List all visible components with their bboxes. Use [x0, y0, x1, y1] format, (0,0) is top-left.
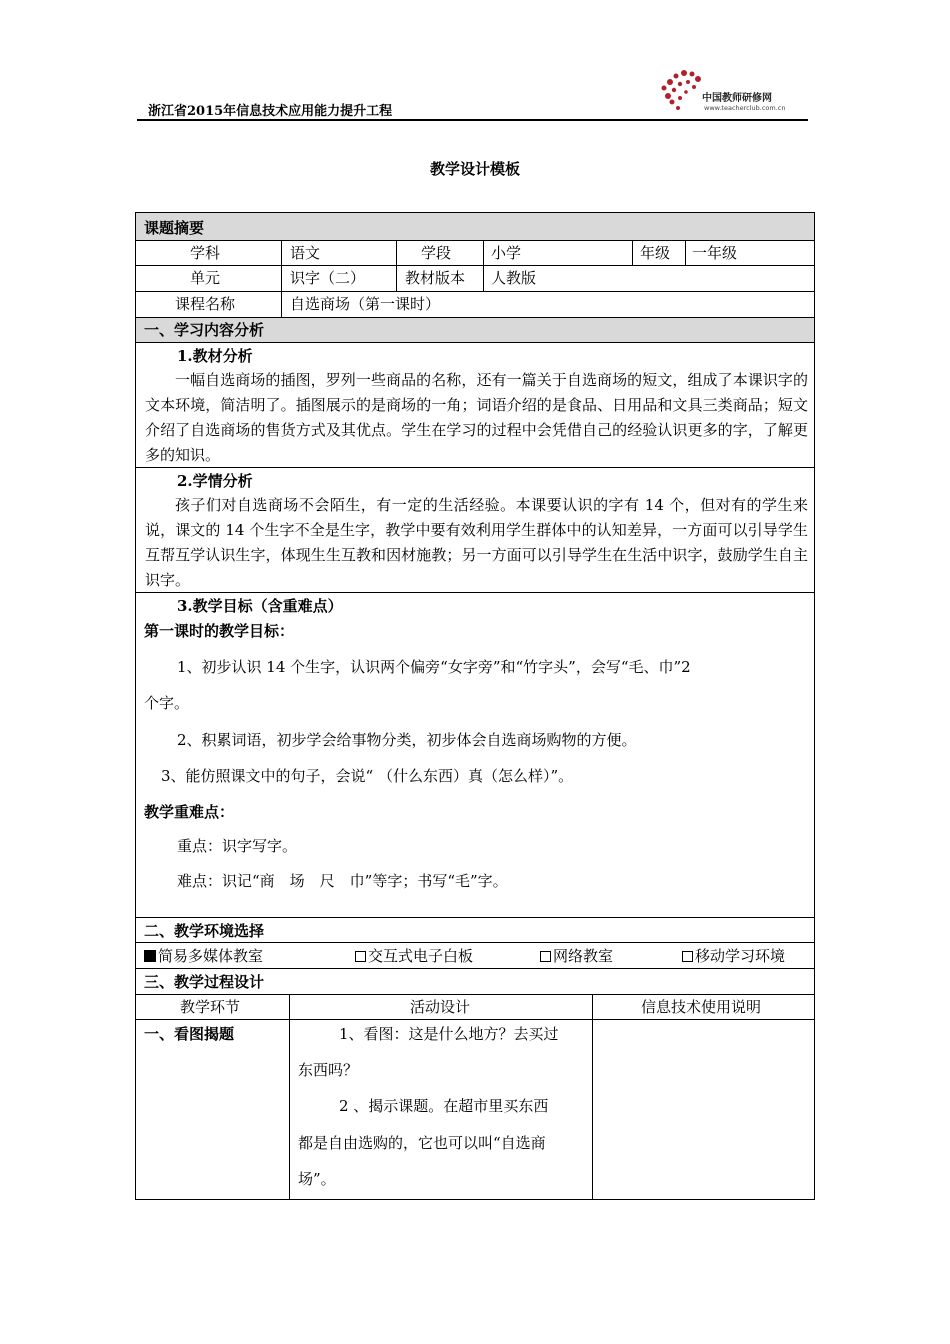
row1-activity-line3: 2 、揭示课题。在超市里买东西	[339, 1097, 549, 1115]
env-option-whiteboard[interactable]	[355, 946, 473, 966]
stage-label: 学段	[421, 244, 452, 262]
col-stage-header: 教学环节	[180, 998, 241, 1016]
logo-url: www.teacherclub.com.cn	[704, 104, 786, 112]
course-label: 课程名称	[175, 295, 236, 313]
env-option-multimedia[interactable]	[144, 946, 263, 966]
row1-activity-line4: 都是自由选购的，它也可以叫“自选商	[298, 1134, 546, 1152]
header-divider	[137, 119, 808, 121]
col-it-header: 信息技术使用说明	[641, 998, 762, 1016]
env-option-label: 简易多媒体教室	[158, 947, 264, 965]
goals-heading: 3.教学目标（含重难点）	[177, 597, 343, 615]
difficult-point: 难点：识记“商 场 尺 巾”等字；书写“毛”字。	[177, 872, 508, 890]
env-option-label: 网络教室	[553, 947, 614, 965]
goal-2: 2、积累词语，初步学会给事物分类，初步体会自选商场购物的方便。	[177, 731, 637, 749]
key-difficult-heading: 教学重难点：	[144, 803, 235, 821]
textbook-analysis-text: 一幅自选商场的插图，罗列一些商品的名称，还有一篇关于自选商场的短文，组成了本课识字的文本环境，简洁明了。插图展示的是商场的一角；词语介绍的是食品、日用品和文具三类商品；短文介绍了自选商场的售货方式及其优点。学生在学习的过程中会凭借自己的经验认识更多的字，了解更多的知识。	[145, 371, 808, 464]
row1-activity-line2: 东西吗？	[298, 1061, 359, 1079]
checked-box-icon[interactable]	[144, 950, 156, 962]
row1-activity-line5: 场”。	[298, 1170, 336, 1188]
grade-label: 年级	[640, 244, 671, 262]
goals-subheading: 第一课时的教学目标：	[144, 622, 295, 640]
header-title: 浙江省2015年信息技术应用能力提升工程	[148, 104, 393, 119]
subject-label: 学科	[190, 244, 221, 262]
subject-value: 语文	[290, 244, 321, 262]
section2-heading: 二、教学环境选择	[144, 922, 265, 940]
col-activity-header: 活动设计	[410, 998, 471, 1016]
row1-activity-line1: 1、看图：这是什么地方？去买过	[339, 1025, 559, 1043]
goal-1-line2: 个字。	[144, 694, 190, 712]
course-value: 自选商场（第一课时）	[290, 295, 441, 313]
env-option-mobile[interactable]	[682, 946, 785, 966]
learner-analysis-heading: 2.学情分析	[177, 472, 253, 490]
env-option-label: 交互式电子白板	[368, 947, 474, 965]
goal-1-line1: 1、初步认识 14 个生字，认识两个偏旁“女字旁”和“竹字头”，会写“毛、巾”2	[177, 658, 691, 676]
unchecked-box-icon[interactable]	[682, 951, 693, 962]
env-option-label: 移动学习环境	[695, 947, 786, 965]
learner-analysis-text: 孩子们对自选商场不会陌生，有一定的生活经验。本课要认识的字有 14 个，但对有的学生来说，课文的 14 个生字不全是生字，教学中要有效利用学生群体中的认知差异，一方面可以引导学生互帮互学认识生字，体现生生互教和因材施教；另一方面可以引导学生在生活中识字，鼓励学生自主识字。	[145, 496, 808, 589]
edition-value: 人教版	[491, 269, 537, 287]
textbook-analysis-heading: 1.教材分析	[177, 347, 253, 365]
logo-name: 中国教师研修网	[702, 93, 772, 104]
grade-value: 一年级	[692, 244, 738, 262]
stage-value: 小学	[491, 244, 522, 262]
section1-heading: 一、学习内容分析	[144, 321, 265, 339]
edition-label: 教材版本	[405, 269, 466, 287]
unit-value: 识字（二）	[290, 269, 366, 287]
env-option-network[interactable]	[540, 946, 613, 966]
summary-heading: 课题摘要	[144, 219, 205, 237]
unchecked-box-icon[interactable]	[540, 951, 551, 962]
unchecked-box-icon[interactable]	[355, 951, 366, 962]
goal-3: 3、能仿照课文中的句子，会说“ （什么东西）真（怎么样）”。	[161, 767, 574, 785]
unit-label: 单元	[190, 269, 221, 287]
row1-stage: 一、看图揭题	[144, 1025, 235, 1043]
key-point: 重点：识字写字。	[177, 837, 298, 855]
section3-heading: 三、教学过程设计	[144, 973, 265, 991]
page-title: 教学设计模板	[429, 160, 520, 178]
